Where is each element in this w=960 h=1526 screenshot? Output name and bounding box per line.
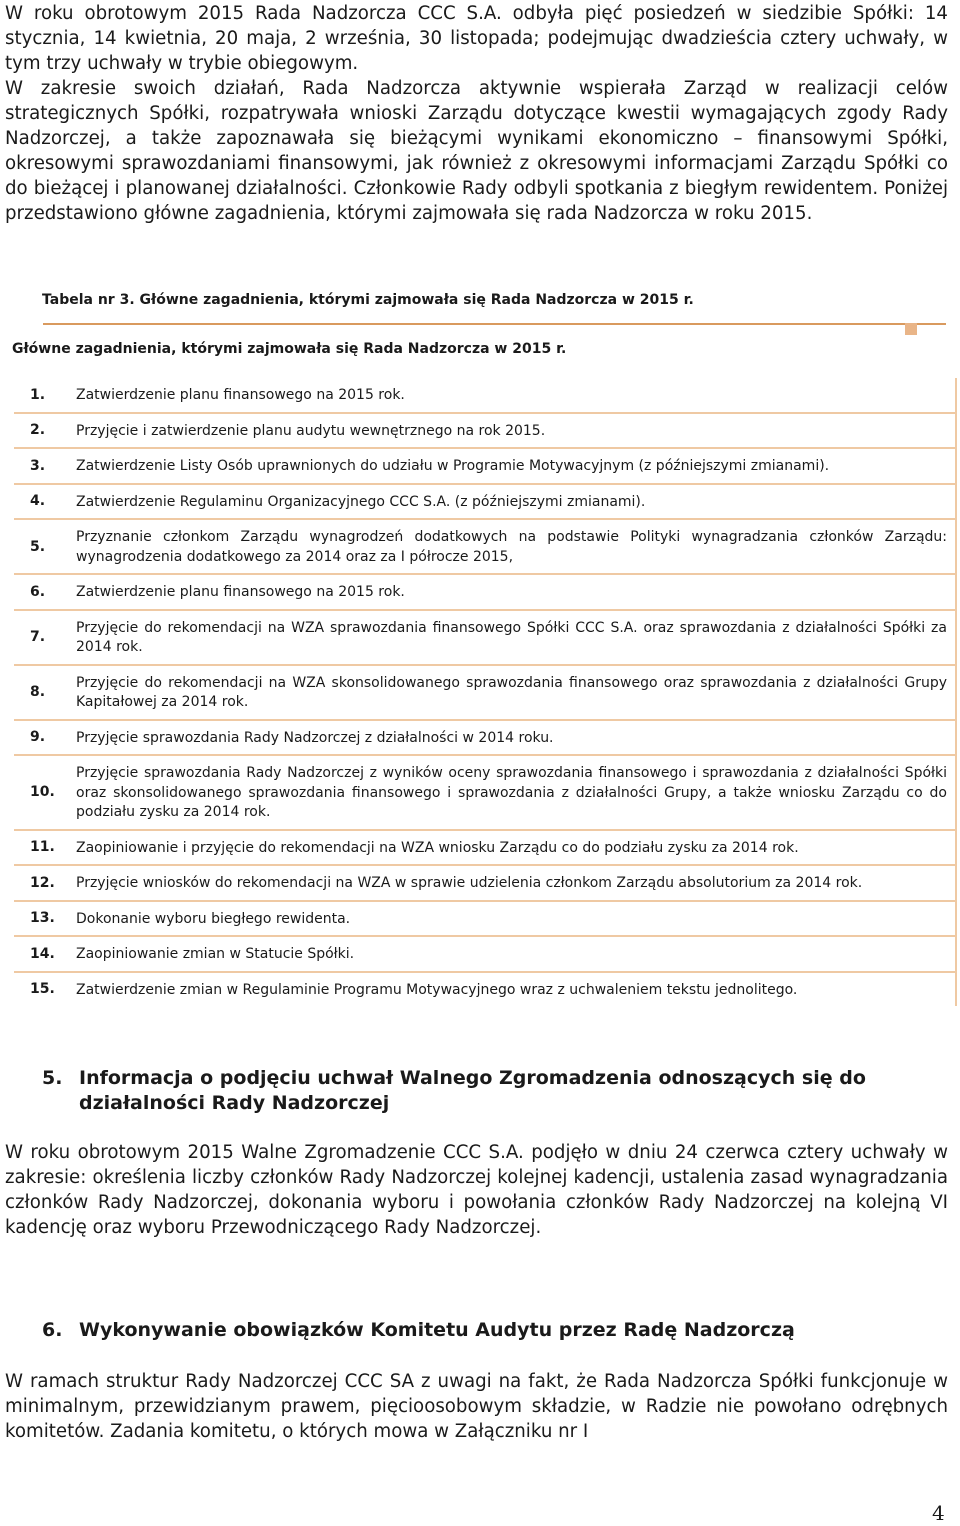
row-text: Dokonanie wyboru biegłego rewidenta. (76, 910, 351, 927)
row-number: 10. (30, 784, 55, 801)
row-number: 7. (30, 629, 46, 645)
intro-text (5, 1, 948, 226)
row-text: Przyjęcie wniosków do rekomendacji na WZA w sprawie udzielenia członkom Zarządu absolutorium za 2014 rok. (76, 875, 863, 891)
table-row (14, 971, 955, 1007)
decorative-rule (43, 323, 946, 325)
table-caption: Tabela nr 3. Główne zagadnienia, którymi zajmowała się Rada Nadzorcza w 2015 r. (42, 292, 694, 308)
row-number: 13. (30, 910, 55, 927)
row-text: Zatwierdzenie planu finansowego na 2015 rok. (76, 584, 405, 600)
section-5-heading (42, 1066, 959, 1116)
table-row (14, 447, 955, 483)
section-5-body: W roku obrotowym 2015 Walne Zgromadzenie CCC S.A. podjęło w dniu 24 czerwca cztery uchwały w zakresie: określenia liczby członków Rady Nadzorczej kolejnej kadencji, ustalenia zasad wynagradzania członków Rady Nadzorczej, dokonania wyboru i powołania członków Rady Nadzorczej na kolejną VI kadencję oraz wyboru Przewodniczącego Rady Nadzorczej. (5, 1142, 948, 1238)
row-text: Przyjęcie do rekomendacji na WZA skonsolidowanego sprawozdania finansowego oraz sprawozdania z działalności Grupy Kapitałowej za 2014 rok. (76, 674, 947, 710)
row-text: Przyjęcie do rekomendacji na WZA sprawozdania finansowego Spółki CCC S.A. oraz sprawozdania z działalności Spółki za 2014 rok. (76, 619, 947, 655)
section-6-heading (42, 1318, 959, 1343)
table-row (14, 412, 955, 448)
table-row (14, 664, 955, 719)
row-text: Zatwierdzenie planu finansowego na 2015 rok. (76, 387, 405, 403)
table-row (14, 378, 955, 412)
row-number: 6. (30, 583, 46, 600)
row-text: Przyjęcie sprawozdania Rady Nadzorczej z wyników oceny sprawozdania finansowego i sprawozdania z działalności Spółki oraz skonsolidowanego sprawozdania finansowego i sprawozdania z działalności Grupy, a także wniosku Zarządu co do podziału zysku za 2014 rok. (76, 765, 947, 820)
row-text: Przyjęcie sprawozdania Rady Nadzorczej z działalności w 2014 roku. (76, 729, 554, 746)
meetings-paragraph: W roku obrotowym 2015 Rada Nadzorcza CCC S.A. odbyła pięć posiedzeń w siedzibie Spółki: 14 stycznia, 14 kwietnia, 20 maja, 2 września, 30 listopada; podejmując dwadzieścia cztery uchwały, w tym trzy uchwały w trybie obiegowym. (5, 3, 948, 74)
row-number: 14. (30, 945, 55, 962)
row-number: 8. (30, 684, 46, 700)
row-number: 12. (30, 874, 55, 891)
row-text: Zaopiniowanie zmian w Statucie Spółki. (76, 946, 355, 962)
row-text: Zatwierdzenie Listy Osób uprawnionych do udziału w Programie Motywacyjnym (z późniejszymi zmianami). (76, 458, 830, 474)
activities-paragraph: W zakresie swoich działań, Rada Nadzorcza aktywnie wspierała Zarząd w realizacji celów strategicznych Spółki, rozpatrywała wnioski Zarządu dotyczące kwestii wymagających zgody Rady Nadzorczej, a także zapoznawała się bieżącymi wynikami ekonomiczno – finansowymi Spółki, okresowymi sprawozdaniami finansowymi, jak również z okresowymi informacjami Zarządu Spółki co do bieżącej i planowanej działalności. Członkowie Rady odbyli spotkania z biegłym rewidentem. Poniżej przedstawiono główne zagadnienia, którymi zajmowała się rada Nadzorcza w roku 2015. (5, 78, 948, 224)
table-row (14, 483, 955, 519)
table-row (14, 829, 955, 865)
section-6-number: 6. (42, 1319, 63, 1341)
row-text: Zatwierdzenie Regulaminu Organizacyjnego CCC S.A. (z późniejszymi zmianami). (76, 493, 646, 510)
row-number: 1. (30, 386, 46, 403)
table-row (14, 518, 955, 573)
row-number: 5. (30, 538, 46, 555)
section-6-title: Wykonywanie obowiązków Komitetu Audytu przez Radę Nadzorczą (79, 1319, 795, 1341)
table-row (14, 754, 955, 829)
row-text: Przyjęcie i zatwierdzenie planu audytu wewnętrznego na rok 2015. (76, 422, 546, 439)
table-row (14, 864, 955, 900)
row-number: 2. (30, 422, 46, 439)
row-number: 15. (30, 981, 55, 998)
section-6-body: W ramach struktur Rady Nadzorczej CCC SA z uwagi na fakt, że Rada Nadzorcza Spółki funkcjonuje w minimalnym, przewidzianym prawem, pięcioosobowym składzie, w Radzie nie powołano odrębnych komitetów. Zadania komitetu, o których mowa w Załączniku nr I (5, 1371, 948, 1442)
table-row (14, 719, 955, 755)
table-row (14, 900, 955, 936)
section-5-number: 5. (42, 1067, 63, 1089)
issues-table (14, 378, 957, 1006)
table-heading: Główne zagadnienia, którymi zajmowała się Rada Nadzorcza w 2015 r. (12, 341, 567, 357)
row-number: 11. (30, 839, 55, 856)
row-number: 9. (30, 729, 46, 746)
row-text: Zatwierdzenie zmian w Regulaminie Programu Motywacyjnego wraz z uchwaleniem tekstu jednolitego. (76, 981, 798, 998)
row-number: 4. (30, 493, 46, 510)
page-number: 4 (932, 1501, 945, 1525)
decorative-rule-marker (905, 323, 917, 335)
table-row (14, 573, 955, 609)
section-5-title: Informacja o podjęciu uchwał Walnego Zgromadzenia odnoszących się do działalności Rady Nadzorczej (79, 1067, 866, 1114)
table-row (14, 935, 955, 971)
row-number: 3. (30, 457, 46, 474)
row-text: Przyznanie członkom Zarządu wynagrodzeń dodatkowych na podstawie Polityki wynagradzania członków Zarządu: wynagrodzenia dodatkowego za 2014 oraz za I półrocze 2015, (76, 529, 947, 565)
row-text: Zaopiniowanie i przyjęcie do rekomendacji na WZA wniosku Zarządu co do podziału zysku za 2014 rok. (76, 839, 799, 856)
table-row (14, 609, 955, 664)
